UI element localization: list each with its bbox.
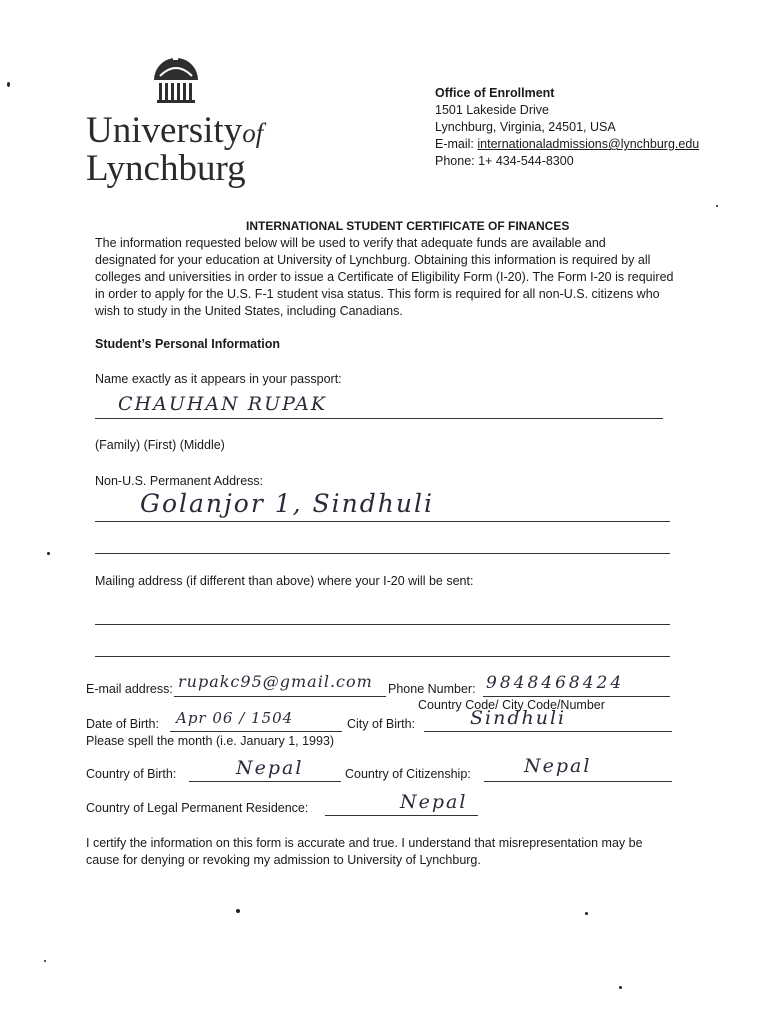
name-underline xyxy=(95,418,663,419)
mailing-label: Mailing address (if different than above) where your I-20 will be sent: xyxy=(95,574,474,588)
logo-lynchburg-text: Lynchburg xyxy=(86,148,246,189)
city-underline xyxy=(424,731,672,732)
city-label: City of Birth: xyxy=(347,717,416,731)
residence-value[interactable]: Nepal xyxy=(400,791,468,813)
certification-text xyxy=(86,835,726,869)
office-phone: Phone: 1+ 434-544-8300 xyxy=(435,154,574,168)
dob-label: Date of Birth: xyxy=(86,717,159,731)
scan-speck xyxy=(44,960,46,962)
office-email-link[interactable]: internationaladmissions@lynchburg.edu xyxy=(477,137,700,151)
intro-line: in order to apply for the U.S. F-1 student visa status. This form is required for all non-U.S. citizens who xyxy=(95,287,660,301)
logo-university-text: University xyxy=(86,110,243,151)
address-value[interactable]: Golanjor 1, Sindhuli xyxy=(140,489,434,518)
intro-paragraph xyxy=(95,235,735,320)
intro-line: wish to study in the United States, including Canadians. xyxy=(95,304,403,318)
scan-speck xyxy=(716,205,718,207)
name-hint: (Family) (First) (Middle) xyxy=(95,438,225,452)
name-value[interactable]: CHAUHAN RUPAK xyxy=(118,393,328,415)
mailing-underline-2 xyxy=(95,656,670,657)
country-birth-underline xyxy=(189,781,341,782)
scan-speck xyxy=(47,552,50,555)
dob-value[interactable]: Apr 06 / 1504 xyxy=(176,709,294,727)
residence-label: Country of Legal Permanent Residence: xyxy=(86,801,309,815)
dob-underline xyxy=(170,731,342,732)
phone-value[interactable]: 9848468424 xyxy=(486,673,625,693)
scan-speck xyxy=(585,912,588,915)
scan-speck xyxy=(619,986,622,989)
address-underline-1 xyxy=(95,521,670,522)
country-birth-value[interactable]: Nepal xyxy=(236,757,304,779)
scan-speck xyxy=(236,909,240,913)
city-value[interactable]: Sindhuli xyxy=(470,707,567,729)
form-title: INTERNATIONAL STUDENT CERTIFICATE OF FINANCES xyxy=(246,219,570,233)
mailing-underline-1 xyxy=(95,624,670,625)
office-street: 1501 Lakeside Drive xyxy=(435,103,549,117)
address-label: Non-U.S. Permanent Address: xyxy=(95,474,264,488)
intro-line: colleges and universities in order to issue a Certificate of Eligibility Form (I-20). The Form I-20 is required xyxy=(95,270,674,284)
section-heading: Student’s Personal Information xyxy=(95,337,280,351)
name-label: Name exactly as it appears in your passport: xyxy=(95,372,342,386)
intro-line: The information requested below will be used to verify that adequate funds are available and xyxy=(95,236,606,250)
certify-line: cause for denying or revoking my admission to University of Lynchburg. xyxy=(86,853,481,867)
university-seal-icon xyxy=(150,46,202,106)
phone-label: Phone Number: xyxy=(388,682,476,696)
phone-hint: Country Code/ City Code/Number xyxy=(418,698,605,712)
address-underline-2 xyxy=(95,553,670,554)
university-logo xyxy=(86,46,286,196)
intro-line: designated for your education at University of Lynchburg. Obtaining this information is required by all xyxy=(95,253,651,267)
certify-line: I certify the information on this form is accurate and true. I understand that misrepresentation may be xyxy=(86,836,643,850)
office-city: Lynchburg, Virginia, 24501, USA xyxy=(435,120,616,134)
office-title: Office of Enrollment xyxy=(435,86,555,100)
citizenship-value[interactable]: Nepal xyxy=(524,755,592,777)
email-underline xyxy=(174,696,386,697)
dob-hint: Please spell the month (i.e. January 1, 1993) xyxy=(86,734,335,748)
residence-underline xyxy=(325,815,478,816)
citizenship-underline xyxy=(484,781,672,782)
email-label: E-mail address: xyxy=(86,682,173,696)
citizenship-label: Country of Citizenship: xyxy=(345,767,471,781)
country-birth-label: Country of Birth: xyxy=(86,767,177,781)
office-email-label: E-mail: xyxy=(435,137,478,151)
office-address xyxy=(435,85,699,170)
scan-speck xyxy=(7,82,10,87)
logo-of-text: of xyxy=(242,118,264,148)
email-value[interactable]: rupakc95@gmail.com xyxy=(178,672,373,691)
